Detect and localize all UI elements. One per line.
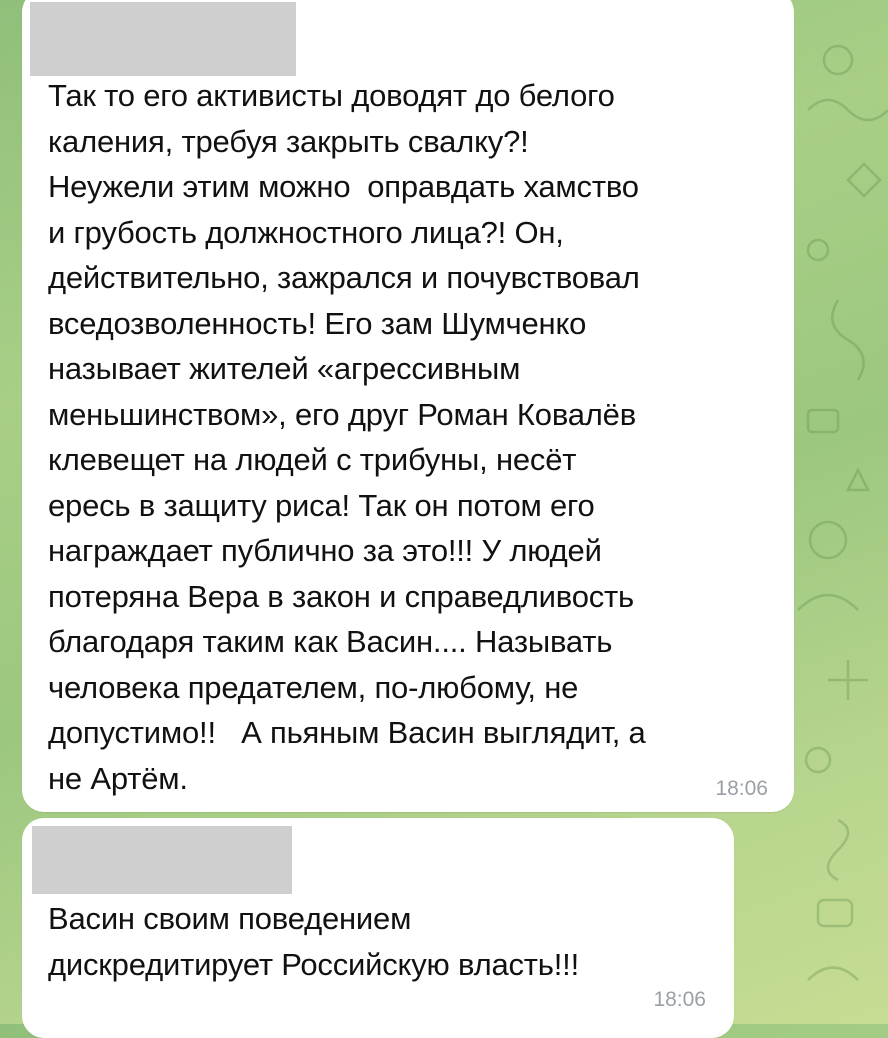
- message-time: 18:06: [715, 777, 768, 800]
- message-bubble[interactable]: [22, 818, 734, 1038]
- message-time: 18:06: [653, 988, 706, 1011]
- message-text: Так то его активисты доводят до белого каления, требуя закрыть свалку?! Неужели этим можно оправдать хамство и грубость должностного лица?! Он, действительно, зажрался и почувствовал вседозволенность! Его зам Шумченко называет жителей «агрессивным меньшинством», его друг Роман Ковалёв клевещет на людей с трибуны, несёт ересь в защиту риса! Так он потом его награждает публично за это!!! У людей потеряна Вера в закон и справедливость благодаря таким как Васин.... Называть человека предателем, по-любому, не допустимо!! А пьяным Васин выглядит, а не Артём.: [48, 78, 646, 796]
- sender-name-redacted: [30, 2, 296, 76]
- message-bubble[interactable]: [22, 0, 794, 812]
- wallpaper-doodle-pattern: [778, 0, 888, 1024]
- message-text: Васин своим поведением дискредитирует Российскую власть!!!: [48, 901, 579, 982]
- sender-name-redacted: [32, 826, 292, 894]
